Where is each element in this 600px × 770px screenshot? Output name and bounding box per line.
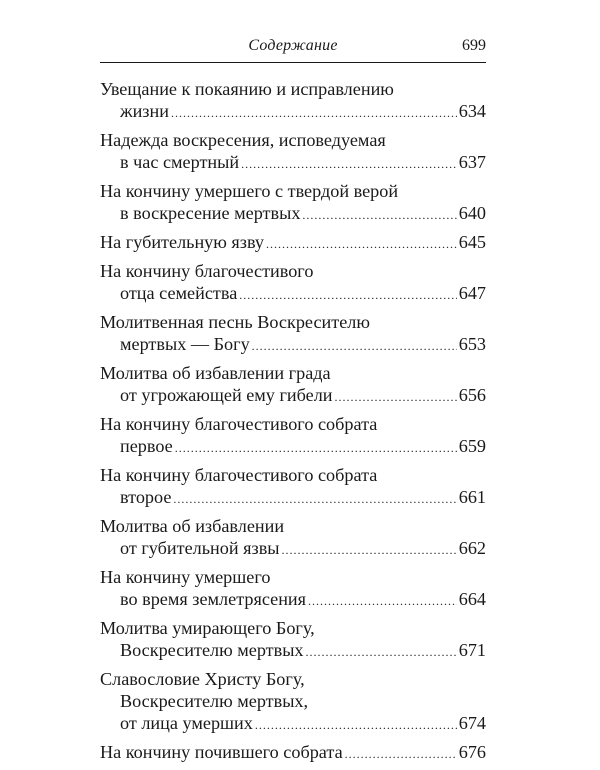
toc-page-number: 656 [458,385,486,405]
toc-entry-last-line [100,435,486,459]
toc-entry [100,362,486,408]
toc-entry-line: На кончину почившего собрата [100,742,343,762]
running-head-page-number: 699 [462,37,486,54]
toc-entry-line: второе [120,487,172,507]
toc-entry-line: На кончину умершего с твердой верой [100,181,399,201]
toc-entry-line: Молитва об избавлении [100,516,285,536]
toc-page-number: 645 [458,232,486,252]
toc-entry-line: от угрожающей ему гибели [120,385,333,405]
toc-entry-line: первое [120,436,173,456]
toc-entry [100,78,486,124]
toc-entry-last-line [100,537,486,561]
toc-entry-line: жизни [120,101,169,121]
toc-entry-line: Воскресителю мертвых [120,640,304,660]
dot-leader [252,335,457,357]
header-rule [100,62,486,63]
toc-entry-last-line [100,486,486,510]
toc-entry-line: от губительной язвы [120,538,280,558]
toc-entry [100,129,486,175]
toc-entry [100,464,486,510]
toc-entry-last-line [100,231,486,255]
toc-entry-line: На кончину благочестивого собрата [100,414,378,434]
toc-entry [100,668,486,736]
toc-entry-last-line [100,202,486,226]
toc-entry-last-line [100,282,486,306]
dot-leader [282,539,457,561]
toc-entry-last-line [100,712,486,736]
toc-entry-last-line [100,333,486,357]
toc-entry-line: Увещание к покаянию и исправлению [100,79,394,99]
toc-entry-last-line [100,588,486,612]
dot-leader [239,284,456,306]
toc-page-number: 634 [458,101,486,121]
toc-entry-line: в воскресение мертвых [120,203,301,223]
running-head [100,37,486,61]
running-head-title: Содержание [248,37,338,54]
toc-entry-line: в час смертный [120,152,240,172]
toc-page-number: 637 [458,152,486,172]
dot-leader [171,102,457,124]
toc-entry [100,311,486,357]
toc-entry-line: Славословие Христу Богу, [100,669,305,689]
toc-page-number: 653 [458,334,486,354]
toc-entry-line: Надежда воскресения, исповедуемая [100,130,386,150]
dot-leader [266,233,457,255]
toc-entry [100,515,486,561]
toc-page-number: 674 [458,713,486,733]
toc-entry-line: отца семейства [120,283,238,303]
toc-entry-last-line [100,384,486,408]
toc-page-number: 676 [458,742,486,762]
toc-entry-line: На губительную язву [100,232,265,252]
toc-entry-line: мертвых — Богу [120,334,250,354]
toc-entry-line: от лица умерших [120,713,253,733]
table-of-contents [100,78,486,770]
dot-leader [175,437,457,459]
toc-entry [100,231,486,255]
toc-entry [100,260,486,306]
toc-entry [100,741,486,765]
toc-page-number: 640 [458,203,486,223]
dot-leader [241,153,457,175]
toc-page-number: 662 [458,538,486,558]
toc-page-number: 647 [458,283,486,303]
dot-leader [308,590,457,612]
dot-leader [302,204,456,226]
toc-entry-last-line [100,741,486,765]
dot-leader [173,488,456,510]
toc-entry [100,180,486,226]
dot-leader [345,743,457,765]
toc-page-number: 659 [458,436,486,456]
toc-entry-last-line [100,151,486,175]
toc-entry-line: Воскресителю мертвых, [120,691,309,711]
toc-entry-line: во время землетрясения [120,589,307,609]
toc-page-number: 671 [458,640,486,660]
toc-entry-line: На кончину благочестивого [100,261,314,281]
toc-entry-line: Молитвенная песнь Воскресителю [100,312,370,332]
toc-entry-last-line [100,100,486,124]
toc-entry-last-line [100,639,486,663]
toc-entry-line: На кончину умершего [100,567,271,587]
dot-leader [335,386,457,408]
dot-leader [306,641,457,663]
toc-page-number: 661 [458,487,486,507]
toc-entry-line: На кончину благочестивого собрата [100,465,378,485]
toc-entry [100,413,486,459]
toc-entry [100,566,486,612]
toc-entry-line: Молитва об избавлении града [100,363,331,383]
dot-leader [255,714,457,736]
toc-entry [100,617,486,663]
toc-page-number: 664 [458,589,486,609]
toc-entry-line: Молитва умирающего Богу, [100,618,315,638]
book-page [100,0,486,762]
